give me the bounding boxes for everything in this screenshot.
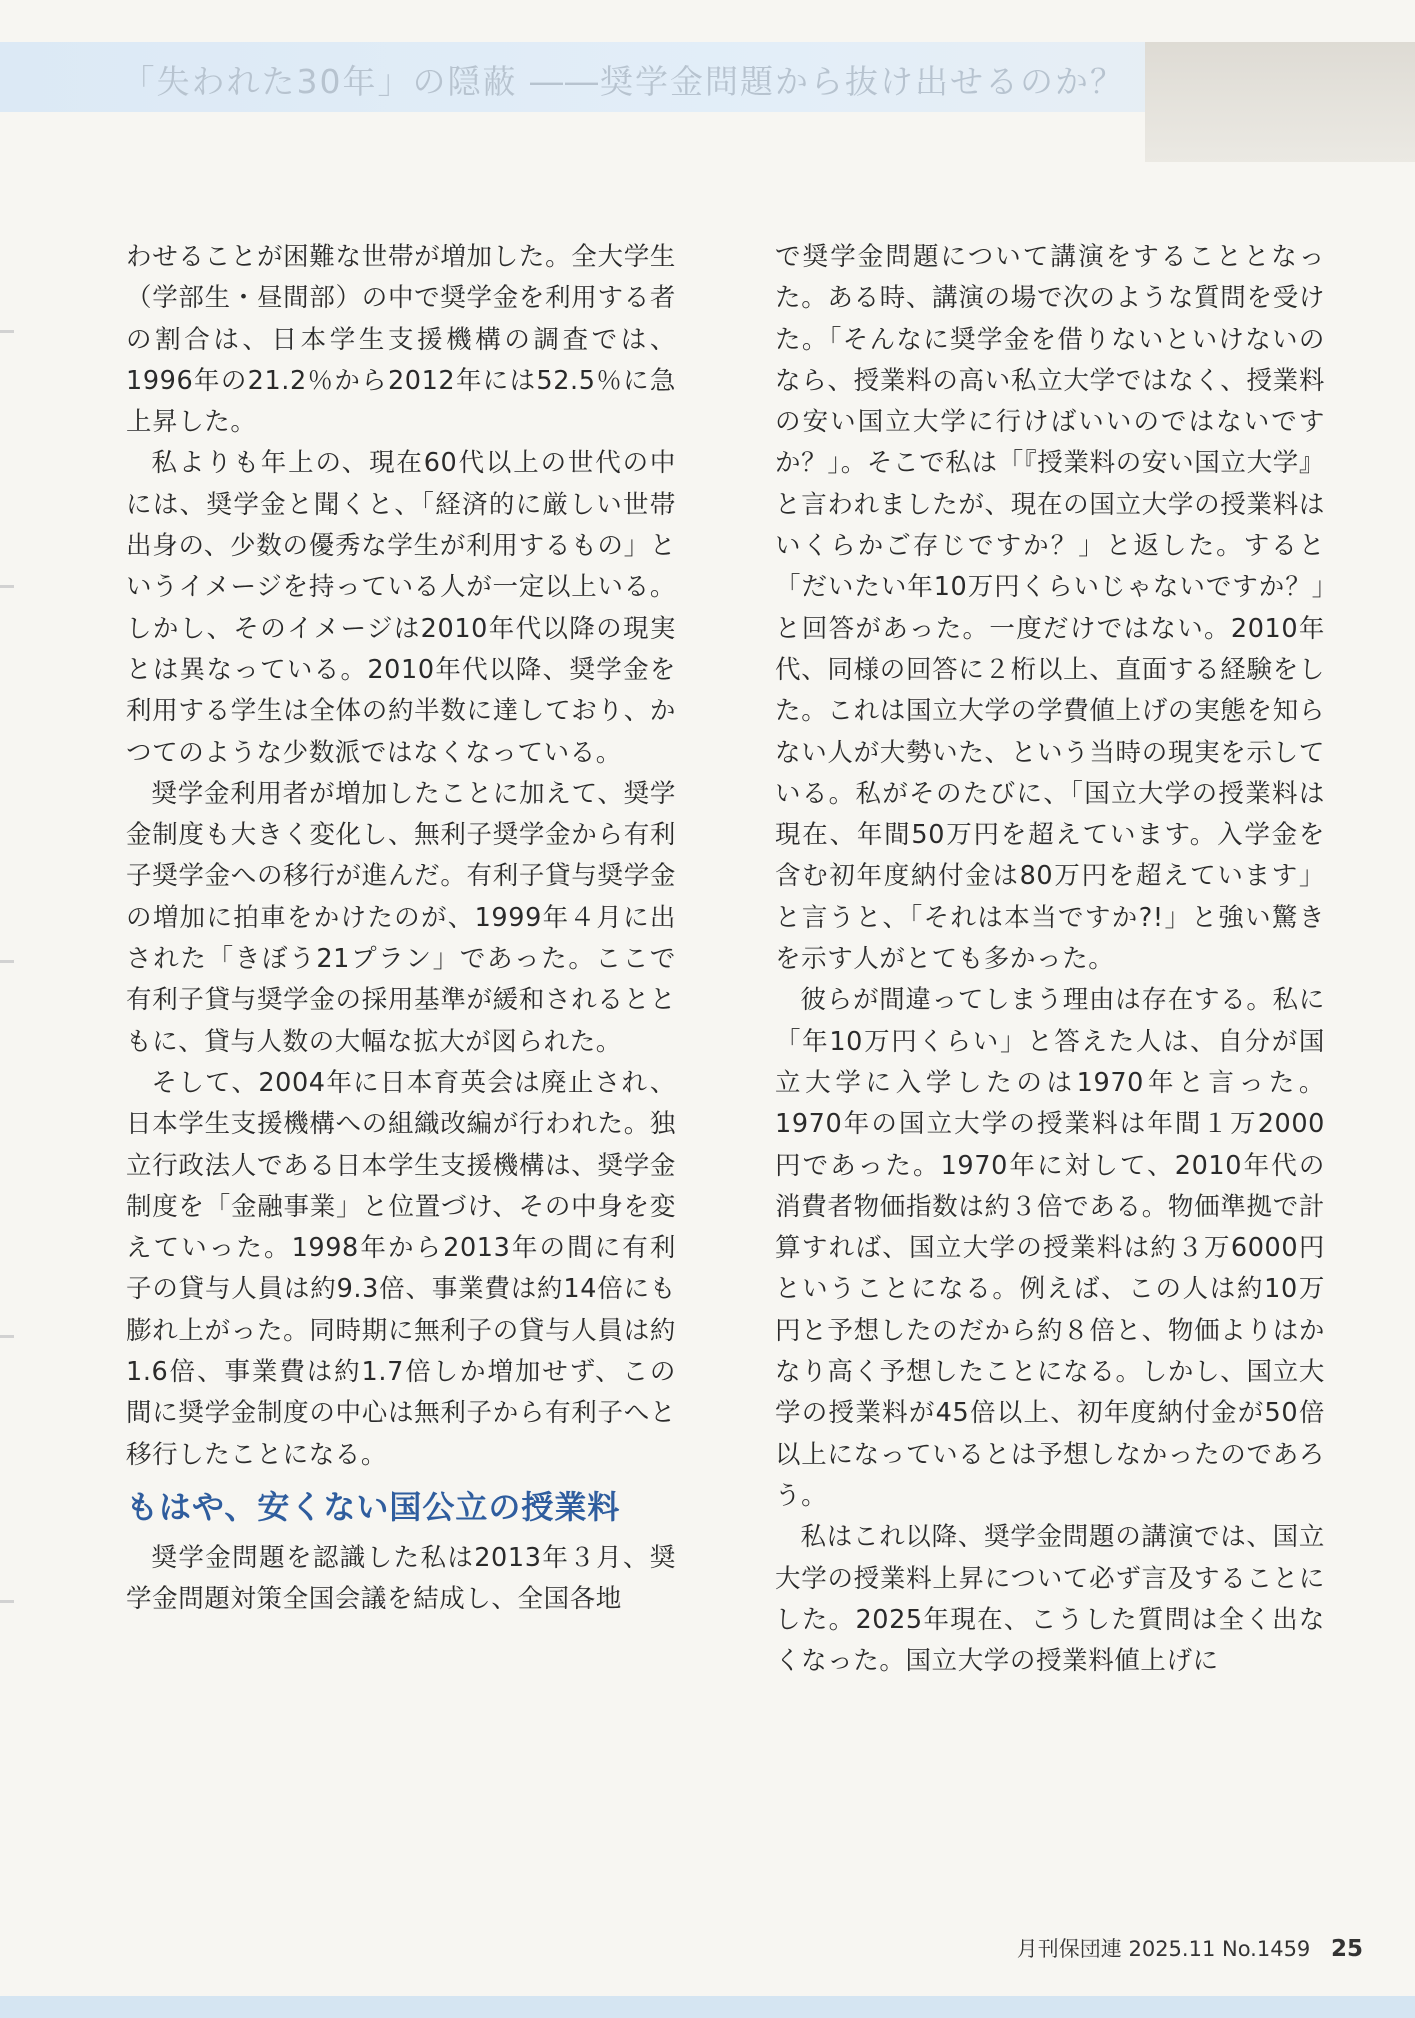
running-header-title: 「失われた30年」の隠蔽 ――奨学金問題から抜け出せるのか？ — [121, 62, 1125, 101]
paragraph: 奨学金利用者が増加したことに加えて、奨学金制度も大きく変化し、無利子奨学金から有利子奨学金への移行が進んだ。有利子貸与奨学金の増加に拍車をかけたのが、1999年４月に出された「きぼう21プラン」であった。ここで有利子貸与奨学金の採用基準が緩和されるとともに、貸与人数の大幅な拡大が図られた。 — [126, 778, 676, 1057]
section-heading: もはや、安くない国公立の授業料 — [126, 1487, 621, 1526]
edge-mark — [0, 960, 14, 963]
page-footer — [1017, 1933, 1363, 1963]
paragraph: 奨学金問題を認識した私は2013年３月、奨学金問題対策全国会議を結成し、全国各地 — [126, 1542, 676, 1615]
paragraph: 私よりも年上の、現在60代以上の世代の中には、奨学金と聞くと、「経済的に厳しい世帯出身の、少数の優秀な学生が利用するもの」というイメージを持っている人が一定以上いる。しかし、そのイメージは2010年代以降の現実とは異なっている。2010年代以降、奨学金を利用する学生は全体の約半数に達しており、かつてのような少数派ではなくなっている。 — [126, 448, 676, 768]
issue-number: 2025.11 No.1459 — [1128, 1937, 1311, 1961]
paragraph: そして、2004年に日本育英会は廃止され、日本学生支援機構への組織改編が行われた。独立行政法人である日本学生支援機構は、奨学金制度を「金融事業」と位置づけ、その中身を変えていった。1998年から2013年の間に有利子の貸与人員は約9.3倍、事業費は約14倍にも膨れ上がった。同時期に無利子の貸与人員は約1.6倍、事業費は約1.7倍しか増加せず、この間に奨学金制度の中心は無利子から有利子へと移行したことになる。 — [126, 1067, 676, 1470]
paragraph: わせることが困難な世帯が増加した。全大学生（学部生・昼間部）の中で奨学金を利用する者の割合は、日本学生支援機構の調査では、1996年の21.2％から2012年には52.5％に急上昇した。 — [126, 242, 676, 438]
page-number: 25 — [1330, 1936, 1363, 1962]
edge-mark — [0, 1600, 14, 1603]
edge-mark — [0, 1335, 14, 1338]
magazine-name: 月刊保団連 — [1016, 1937, 1122, 1961]
paragraph: 彼らが間違ってしまう理由は存在する。私に「年10万円くらい」と答えた人は、自分が国立大学に入学したのは1970年と言った。1970年の国立大学の授業料は年間１万2000円であった。1970年に対して、2010年代の消費者物価指数は約３倍である。物価準拠で計算すれば、国立大学の授業料は約３万6000円ということになる。例えば、この人は約10万円と予想したのだから約８倍と、物価よりはかなり高く予想したことになる。しかし、国立大学の授業料が45倍以上、初年度納付金が50倍以上になっているとは予想しなかったのであろう。 — [775, 985, 1325, 1511]
paragraph: 私はこれ以降、奨学金問題の講演では、国立大学の授業料上昇について必ず言及することにした。2025年現在、こうした質問は全く出なくなった。国立大学の授業料値上げに — [775, 1522, 1325, 1677]
header-photo-panel — [1145, 42, 1415, 162]
paragraph: で奨学金問題について講演をすることとなった。ある時、講演の場で次のような質問を受けた。「そんなに奨学金を借りないといけないのなら、授業料の高い私立大学ではなく、授業料の安い国立大学に行けばいいのではないですか？」。そこで私は「『授業料の安い国立大学』と言われましたが、現在の国立大学の授業料はいくらかご存じですか？」と返した。すると「だいたい年10万円くらいじゃないですか？」と回答があった。一度だけではない。2010年代、同様の回答に２桁以上、直面する経験をした。これは国立大学の学費値上げの実態を知らない人が大勢いた、という当時の現実を示している。私がそのたびに、「国立大学の授業料は現在、年間50万円を超えています。入学金を含む初年度納付金は80万円を超えています」と言うと、「それは本当ですか?!」と強い驚きを示す人がとても多かった。 — [775, 242, 1325, 975]
article-column-left — [126, 237, 676, 1621]
edge-mark — [0, 585, 14, 588]
footer-band — [0, 1996, 1415, 2018]
edge-mark — [0, 330, 14, 333]
article-column-right — [775, 237, 1325, 1682]
